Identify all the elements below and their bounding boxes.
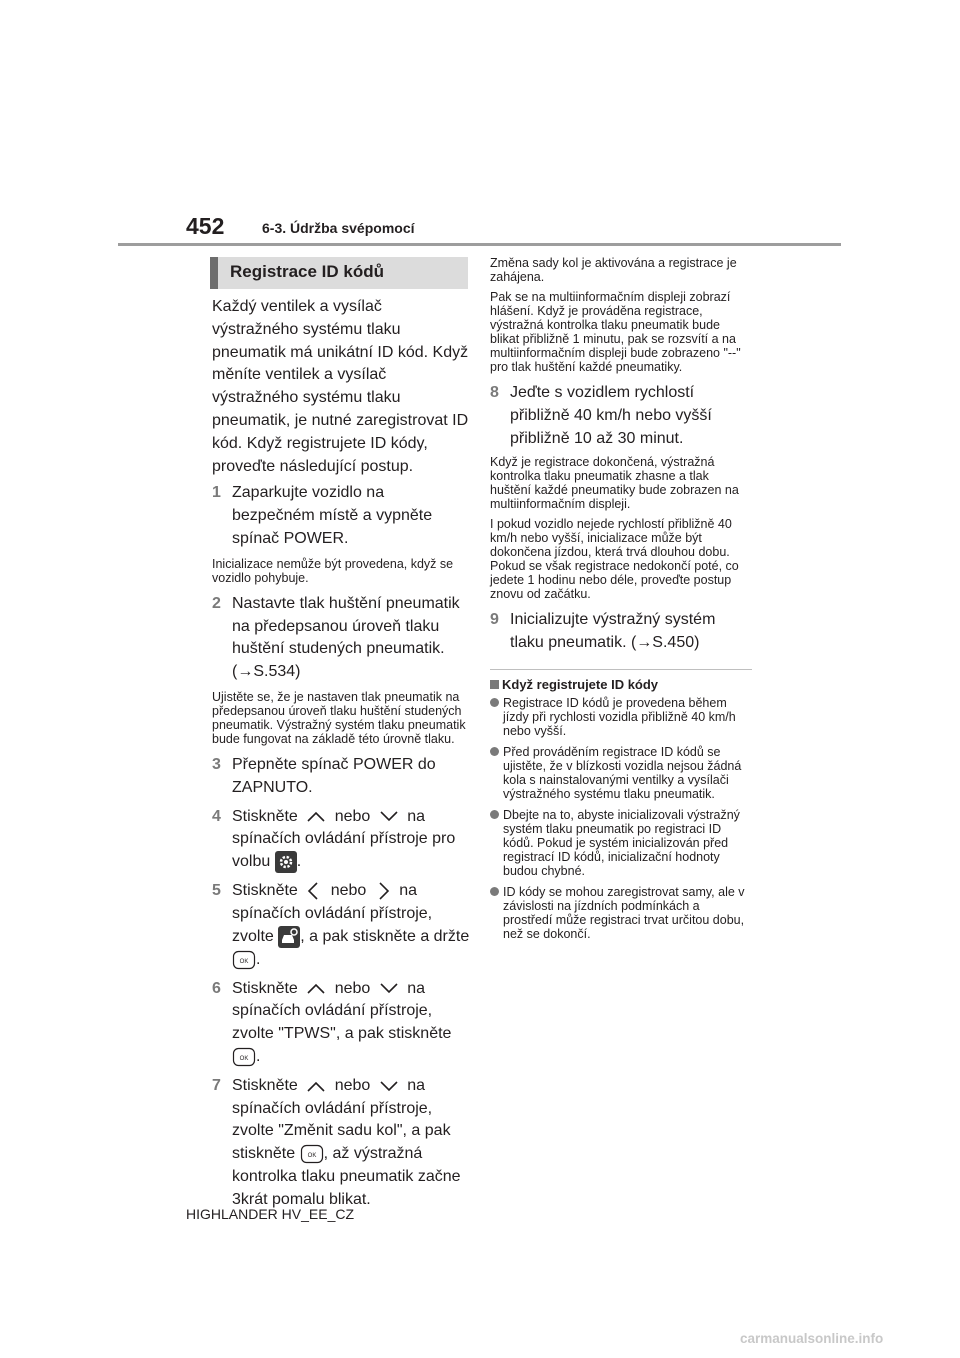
bullet-text: Před prováděním registrace ID kódů se ujistěte, že v blízkosti vozidla nejsou žádná kola s nainstalovanými ventilky a vysílači výstražného systému tlaku pneumatik. xyxy=(503,744,742,801)
step-text-part: , až výstražná kontrolka tlaku pneumatik začne 3krát pomalu blikat. xyxy=(232,1145,461,1208)
step-text-part: . xyxy=(256,1047,261,1065)
step-text-part: Stiskněte xyxy=(232,979,298,997)
step-text xyxy=(232,806,470,875)
bullet-text: ID kódy se mohou zaregistrovat samy, ale v závislosti na jízdních podmínkách a prostředí může registraci trvat určitou dobu, než se dokončí. xyxy=(503,884,745,941)
page-reference: (→S.534) xyxy=(232,663,301,681)
step-text xyxy=(232,978,470,1069)
title-box xyxy=(210,257,468,289)
svg-text:OK: OK xyxy=(239,958,249,965)
step-text: Přepněte spínač POWER do ZAPNUTO. xyxy=(232,755,436,796)
bullet-dot-icon xyxy=(490,808,503,878)
step-text-part: , a pak stiskněte a držte xyxy=(300,928,470,945)
step-text xyxy=(232,880,470,971)
chevron-down-icon xyxy=(375,981,403,995)
ok-button-icon xyxy=(232,1047,256,1067)
chevron-up-icon xyxy=(302,809,330,823)
step-number: 7 xyxy=(212,1076,221,1094)
header-rule xyxy=(118,243,841,246)
sub-section-rule xyxy=(490,669,752,670)
step-number: 8 xyxy=(490,384,499,401)
step-text: Zaparkujte vozidlo na bezpečném místě a vypněte spínač POWER. xyxy=(232,484,433,547)
step-text-main: Nastavte tlak huštění pneumatik na předepsanou úroveň tlaku huštění studených pneumatik. xyxy=(232,594,460,658)
step-text-part: na spínačích ovládání přístroje, zvolte "TPWS", a pak stiskněte xyxy=(232,979,452,1043)
step-7 xyxy=(212,1075,470,1212)
ok-button-icon xyxy=(232,950,256,970)
right-column xyxy=(490,256,752,948)
step-text xyxy=(510,609,752,655)
step-note: Inicializace nemůže být provedena, když se vozidlo pohybuje. xyxy=(212,556,454,585)
step-note: Ujistěte se, že je nastaven tlak pneumatik na předepsanou úroveň tlaku huštění studených pneumatik. Výstražný systém tlaku pneumatik bude fungovat na základě této úrovně tlaku. xyxy=(212,689,466,746)
step-number: 6 xyxy=(212,979,221,997)
step-note: Pak se na multiinformačním displeji zobrazí hlášení. Když je prováděna registrace, výstražná kontrolka tlaku pneumatik bude blikat přibližně 1 minutu, pak se rozsvítí a na multiinformačním displeji bude zobrazeno "--" pro tlak huštění každé pneumatiky. xyxy=(490,290,741,374)
step-text-part: nebo xyxy=(330,882,367,900)
sub-section-heading xyxy=(490,676,752,694)
step-text-part: . xyxy=(256,950,261,968)
chevron-right-icon xyxy=(371,881,395,901)
footer-model: HIGHLANDER HV_EE_CZ xyxy=(186,1206,355,1222)
step-5 xyxy=(212,880,470,971)
bullet-dot-icon xyxy=(490,745,503,801)
step-text-part: na spínačích ovládání přístroje pro volbu xyxy=(232,807,456,871)
step-note: I pokud vozidlo nejede rychlostí přibližně 40 km/h nebo vyšší, inicializace může být dokončena jízdou, která trvá dlouhou dobu. Pokud se však registrace nedokončí poté, co jedete 1 hodinu nebo déle, proveďte postup znovu od začátku. xyxy=(490,517,739,602)
sub-section-heading-text: Když registrujete ID kódy xyxy=(502,676,659,692)
step-number: 3 xyxy=(212,755,221,773)
step-8 xyxy=(490,382,752,450)
chevron-down-icon xyxy=(375,809,403,823)
bullet-text: Dbejte na to, abyste inicializovali výstražný systém tlaku pneumatik po registraci ID kódů. Pokud je systém inicializován před registrací ID kódů, inicializační hodnoty budou chybné. xyxy=(503,807,740,878)
step-9 xyxy=(490,609,752,655)
page-title: Registrace ID kódů xyxy=(230,262,384,281)
step-1 xyxy=(212,482,470,550)
settings-gear-icon xyxy=(275,851,297,873)
page-number: 452 xyxy=(186,213,225,239)
step-number: 5 xyxy=(212,882,221,900)
chevron-up-icon xyxy=(302,981,330,995)
square-bullet-icon xyxy=(490,680,499,689)
bullet-item xyxy=(490,885,752,941)
page-reference: (→S.450) xyxy=(630,634,700,652)
step-text-main: Inicializujte výstražný systém tlaku pneumatik. xyxy=(510,611,716,652)
bullet-item xyxy=(490,808,752,878)
section-title: 6-3. Údržba svépomocí xyxy=(262,220,415,236)
bullet-item xyxy=(490,696,752,738)
step-text: Jeďte s vozidlem rychlostí přibližně 40 km/h nebo vyšší přibližně 10 až 30 minut. xyxy=(510,384,712,447)
step-text-part: nebo xyxy=(334,979,371,997)
watermark: carmanualsonline.info xyxy=(740,1331,884,1346)
left-column xyxy=(212,296,470,1215)
step-number: 1 xyxy=(212,484,221,502)
step-number: 2 xyxy=(212,594,221,612)
step-text-part: . xyxy=(296,853,302,871)
chevron-left-icon xyxy=(302,881,326,901)
intro-text: Každý ventilek a vysílač výstražného systému tlaku pneumatik má unikátní ID kód. Když měníte ventilek a vysílač výstražného systému tlaku pneumatik, je nutné zaregistrovat ID kód. Když registrujete ID kódy, proveďte následující postup. xyxy=(212,298,469,475)
step-text-part: Stiskněte xyxy=(232,807,298,825)
bullet-text: Registrace ID kódů je provedena během jízdy při rychlosti vozidla přibližně 40 km/h nebo vyšší. xyxy=(503,695,736,738)
step-text-part: Stiskněte xyxy=(232,1076,298,1094)
step-note: Změna sady kol je aktivována a registrace je zahájena. xyxy=(490,256,737,284)
step-text xyxy=(232,1075,470,1212)
step-text-part: Stiskněte xyxy=(232,882,298,900)
chevron-up-icon xyxy=(302,1079,330,1093)
bullet-item xyxy=(490,745,752,801)
step-6 xyxy=(212,978,470,1069)
step-4 xyxy=(212,806,470,875)
step-text-part: nebo xyxy=(334,1076,371,1094)
step-number: 9 xyxy=(490,611,499,629)
vehicle-settings-icon xyxy=(278,926,300,948)
svg-text:OK: OK xyxy=(307,1152,316,1159)
step-2 xyxy=(212,593,470,684)
bullet-dot-icon xyxy=(490,885,503,941)
step-note: Když je registrace dokončená, výstražná kontrolka tlaku pneumatik zhasne a tlak huštění každé pneumatiky bude zobrazen na multiinformačním displeji. xyxy=(490,455,739,512)
step-number: 4 xyxy=(212,807,221,825)
ok-button-icon xyxy=(300,1144,324,1164)
step-text xyxy=(232,593,470,684)
step-3 xyxy=(212,754,470,800)
svg-text:OK: OK xyxy=(239,1055,249,1062)
chevron-down-icon xyxy=(375,1079,403,1093)
step-text-part: nebo xyxy=(334,807,371,825)
step-text-part: na spínačích ovládání přístroje, zvolte xyxy=(232,882,433,945)
step-text-part: na spínačích ovládání přístroje, zvolte "Změnit sadu kol", a pak stiskněte xyxy=(232,1076,451,1163)
bullet-dot-icon xyxy=(490,696,503,738)
